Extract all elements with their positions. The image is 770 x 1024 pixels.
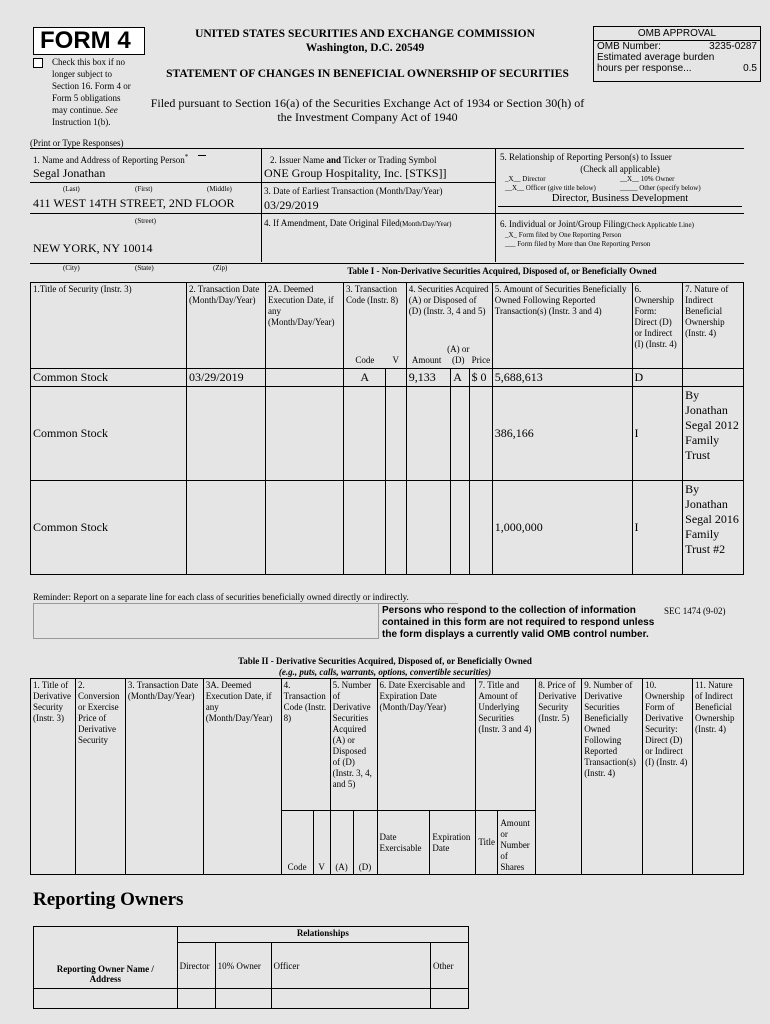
t1-r2-aord	[451, 481, 469, 575]
omb-number-row	[594, 41, 760, 52]
t1-r1-date	[186, 387, 265, 481]
reporter-city[interactable]: NEW YORK, NY 10014	[33, 241, 153, 255]
owners-director-header: Director	[177, 943, 215, 989]
filed-pursuant-line2: the Investment Company Act of 1940	[277, 110, 458, 124]
print-type-label: (Print or Type Responses)	[30, 138, 124, 148]
reporter-name[interactable]: Segal Jonathan	[33, 166, 106, 180]
owners-empty-cell	[215, 989, 271, 1009]
t1-h-aord-label: (A) or (D)	[447, 344, 470, 365]
owners-empty-row	[34, 989, 469, 1009]
t1-r2-v	[386, 481, 406, 575]
owner-name-header: Reporting Owner Name / Address	[34, 927, 178, 989]
t2-h-date-ex-label: Date Exercisable	[377, 811, 430, 875]
t1-r0-aord: A	[451, 369, 469, 387]
t1-h-securities	[406, 283, 492, 369]
t1-r0-form: D	[632, 369, 683, 387]
t1-h-owned: 5. Amount of Securities Beneficially Owned Following Reported Transaction(s) (Instr. 3 and 4)	[492, 283, 632, 369]
amendment-label	[264, 218, 452, 228]
t1-h-v-label: V	[392, 355, 399, 365]
t1-r0-title: Common Stock	[31, 369, 187, 387]
form-title: FORM 4	[40, 27, 131, 54]
t1-h-price-label: Price	[471, 355, 491, 365]
omb-burden-value: 0.5	[743, 63, 757, 74]
t1-h-code-sub	[344, 355, 406, 366]
t1-h-securities-sub	[407, 344, 492, 366]
earliest-date[interactable]: 03/29/2019	[264, 198, 319, 212]
grid-divider	[261, 148, 262, 262]
relationship-officer[interactable]: __X__ Officer (give title below)	[505, 184, 596, 192]
t1-r2-form: I	[632, 481, 683, 575]
grid-divider	[261, 213, 495, 214]
relationship-other[interactable]: _____ Other (specify below)	[620, 184, 701, 192]
omb-burden-label: hours per response...	[597, 63, 692, 74]
grid-divider	[495, 148, 496, 262]
owners-empty-cell	[271, 989, 431, 1009]
t2-h-form: 10. Ownership Form of Derivative Security: Direct (D) or Indirect (I) (Instr. 4)	[643, 679, 693, 875]
reminder-box	[33, 603, 379, 639]
t2-h-title-label: Title	[476, 811, 498, 875]
t1-h-securities-text: 4. Securities Acquired (A) or Disposed of (D) (Instr. 3, 4 and 5)	[408, 284, 489, 316]
t1-r2-owned: 1,000,000	[492, 481, 632, 575]
reporting-owners-container	[33, 926, 743, 1009]
sec-code: SEC 1474 (9-02)	[664, 606, 726, 616]
t1-h-code-label: Code	[355, 355, 375, 365]
table-row	[31, 387, 744, 481]
street-label: (Street)	[135, 217, 156, 225]
checkbox-line: Check this box if no	[52, 57, 125, 67]
table-row	[31, 481, 744, 575]
checkbox-line: may continue.	[52, 105, 103, 115]
omb-burden-line1: Estimated average burden	[597, 52, 715, 63]
reminder-line	[378, 603, 458, 604]
amendment-label-small: (Month/Day/Year)	[399, 220, 452, 228]
statement-title: STATEMENT OF CHANGES IN BENEFICIAL OWNERSHIP OF SECURITIES	[166, 68, 569, 80]
t2-h-v-label: V	[313, 811, 330, 875]
t1-r0-date: 03/29/2019	[186, 369, 265, 387]
state-label: (State)	[135, 264, 154, 272]
t1-r1-v	[386, 387, 406, 481]
officer-title-line	[498, 206, 742, 207]
t1-h-form: 6. Ownership Form: Direct (D) or Indirect (I) (Instr. 4)	[632, 283, 683, 369]
table-row	[31, 369, 744, 387]
table1	[30, 282, 744, 575]
city-label: (City)	[63, 264, 80, 272]
first-label: (First)	[135, 185, 153, 193]
t1-r0-code: A	[343, 369, 386, 387]
agency-name: UNITED STATES SECURITIES AND EXCHANGE COMMISSION	[195, 28, 535, 40]
t2-h-a-label: (A)	[330, 811, 353, 875]
reporter-street[interactable]: 411 WEST 14TH STREET, 2ND FLOOR	[33, 196, 235, 210]
t1-r1-title: Common Stock	[31, 387, 187, 481]
t1-r2-title: Common Stock	[31, 481, 187, 575]
t1-h-code	[343, 283, 406, 369]
table2-subtitle: (e.g., puts, calls, warrants, options, convertible securities)	[278, 667, 492, 677]
issuer-label-and: and	[326, 155, 341, 165]
t1-r2-nature: By Jonathan Segal 2016 Family Trust #2	[683, 481, 744, 575]
t1-r1-form: I	[632, 387, 683, 481]
grid-divider	[495, 213, 744, 214]
t1-h-deemed: 2A. Deemed Execution Date, if any (Month/Day/Year)	[265, 283, 343, 369]
grid-divider	[261, 182, 495, 183]
table2	[30, 678, 744, 875]
omb-burden-row	[594, 63, 760, 74]
checkbox-line: longer subject to	[52, 69, 112, 79]
t2-h-amount-label: Amount or Number of Shares	[498, 811, 536, 875]
checkbox-line: Instruction 1(b).	[52, 117, 111, 127]
t2-h-nature: 11. Nature of Indirect Beneficial Ownership (Instr. 4)	[693, 679, 744, 875]
reporter-name-label	[33, 153, 188, 165]
t2-h-owned: 9. Number of Derivative Securities Beneficially Owned Following Reported Transaction(s) (Instr. 4)	[582, 679, 643, 875]
relationships-header: Relationships	[177, 927, 468, 943]
reporter-name-label-text: 1. Name and Address of Reporting Person	[33, 155, 185, 165]
owners-empty-cell	[34, 989, 178, 1009]
filing-more-persons[interactable]: ___ Form filed by More than One Reporting Person	[505, 240, 651, 248]
t1-h-title: 1.Title of Security (Instr. 3)	[31, 283, 187, 369]
t1-r2-deemed	[265, 481, 343, 575]
table1-header-row	[31, 283, 744, 369]
t2-h-exercisable: 6. Date Exercisable and Expiration Date (Month/Day/Year)	[377, 679, 476, 811]
table1-container	[30, 282, 744, 575]
middle-label: (Middle)	[207, 185, 232, 193]
t2-h-d-label: (D)	[353, 811, 377, 875]
t1-r0-deemed	[265, 369, 343, 387]
t1-r1-owned: 386,166	[492, 387, 632, 481]
agency-location: Washington, D.C. 20549	[305, 42, 425, 54]
street-line	[30, 213, 261, 214]
relationship-check-all: (Check all applicable)	[580, 164, 660, 174]
owners-empty-cell	[177, 989, 215, 1009]
checkbox-line-italic: See	[105, 105, 118, 115]
omb-number-label: OMB Number:	[597, 41, 661, 52]
owners-officer-header: Officer	[271, 943, 431, 989]
omb-number-value: 3235-0287	[709, 41, 757, 52]
t2-h-number: 5. Number of Derivative Securities Acquired (A) or Disposed of (D) (Instr. 3, 4, and 5)	[330, 679, 377, 811]
filing-one-person[interactable]: _X_ Form filed by One Reporting Person	[505, 231, 622, 239]
checkbox-instructions	[52, 56, 137, 128]
filing-label-text: 6. Individual or Joint/Group Filing	[500, 219, 625, 229]
officer-title[interactable]: Director, Business Development	[551, 193, 689, 204]
t1-r1-price	[469, 387, 492, 481]
t1-r1-deemed	[265, 387, 343, 481]
t1-r1-amount	[406, 387, 451, 481]
persons-notice: Persons who respond to the collection of information contained in this form are not required to respond unless the form displays a currently valid OMB control number.	[382, 605, 655, 640]
filing-label	[500, 219, 694, 229]
t1-r0-nature	[683, 369, 744, 387]
t2-h-code: 4. Transaction Code (Instr. 8)	[281, 679, 330, 811]
earliest-date-label: 3. Date of Earliest Transaction (Month/Day/Year)	[264, 186, 443, 196]
t2-h-conversion: 2. Conversion or Exercise Price of Derivative Security	[75, 679, 125, 875]
t2-h-deemed: 3A. Deemed Execution Date, if any (Month/Day/Year)	[203, 679, 281, 875]
relationship-ten-pct[interactable]: __X__ 10% Owner	[620, 175, 675, 183]
issuer-label	[270, 155, 437, 165]
t1-h-amount-label: Amount	[411, 355, 442, 365]
table2-title: Table II - Derivative Securities Acquired, Disposed of, or Beneficially Owned	[238, 656, 532, 666]
t1-r2-price	[469, 481, 492, 575]
t2-h-code-label: Code	[281, 811, 313, 875]
t1-r2-code	[343, 481, 386, 575]
last-label: (Last)	[63, 185, 80, 193]
t1-r0-price: $ 0	[469, 369, 492, 387]
t1-h-nature: 7. Nature of Indirect Beneficial Ownership (Instr. 4)	[683, 283, 744, 369]
t2-h-date: 3. Transaction Date (Month/Day/Year)	[125, 679, 203, 875]
t1-h-date: 2. Transaction Date (Month/Day/Year)	[186, 283, 265, 369]
reporting-owners-heading: Reporting Owners	[33, 889, 184, 910]
relationship-label: 5. Relationship of Reporting Person(s) to Issuer	[500, 152, 672, 162]
amendment-label-text: 4. If Amendment, Date Original Filed	[264, 218, 400, 228]
t2-h-price: 8. Price of Derivative Security (Instr. 5)	[536, 679, 582, 875]
owners-other-header: Other	[431, 943, 469, 989]
filed-pursuant-line1: Filed pursuant to Section 16(a) of the Securities Exchange Act of 1934 or Section 30(h) of	[150, 96, 585, 110]
t1-r2-date	[186, 481, 265, 575]
checkbox-line: Section 16. Form 4 or	[52, 81, 131, 91]
owners-empty-cell	[431, 989, 469, 1009]
owners-header-row	[34, 927, 469, 943]
t1-r0-owned: 5,688,613	[492, 369, 632, 387]
omb-approval-box	[593, 26, 761, 82]
t1-r2-amount	[406, 481, 451, 575]
issuer-name[interactable]: ONE Group Hospitality, Inc. [STKS]]	[264, 166, 447, 180]
checkbox-line: Form 5 obligations	[52, 93, 121, 103]
t2-h-title: 1. Title of Derivative Security (Instr. 3)	[31, 679, 76, 875]
t1-r1-code	[343, 387, 386, 481]
issuer-label-pre: 2. Issuer Name	[270, 155, 325, 165]
table2-container	[30, 678, 744, 875]
reminder-text: Reminder: Report on a separate line for each class of securities beneficially owned directly or indirectly.	[33, 592, 409, 602]
t2-h-exp-label: Expiration Date	[430, 811, 476, 875]
table2-header-row	[31, 679, 744, 811]
omb-title: OMB APPROVAL	[594, 27, 760, 41]
no-longer-subject-checkbox[interactable]	[33, 58, 43, 68]
t1-r0-amount: 9,133	[406, 369, 451, 387]
t2-h-underlying: 7. Title and Amount of Underlying Securities (Instr. 3 and 4)	[476, 679, 536, 811]
owners-ten-pct-header: 10% Owner	[215, 943, 271, 989]
reporter-name-line	[30, 182, 261, 183]
t1-h-code-text: 3. Transaction Code (Instr. 8)	[345, 284, 399, 305]
relationship-director[interactable]: _X__ Director	[505, 175, 546, 183]
t1-r1-nature: By Jonathan Segal 2012 Family Trust	[683, 387, 744, 481]
t1-r1-aord	[451, 387, 469, 481]
table1-title: Table I - Non-Derivative Securities Acquired, Disposed of, or Beneficially Owned	[347, 266, 657, 276]
filing-label-small: (Check Applicable Line)	[624, 221, 694, 229]
zip-label: (Zip)	[213, 264, 228, 272]
reporter-name-underline	[198, 155, 206, 156]
t1-r0-v	[386, 369, 406, 387]
reporting-owners-table	[33, 926, 469, 1009]
reporter-name-mark: *	[184, 153, 189, 161]
issuer-label-post: Ticker or Trading Symbol	[343, 155, 437, 165]
